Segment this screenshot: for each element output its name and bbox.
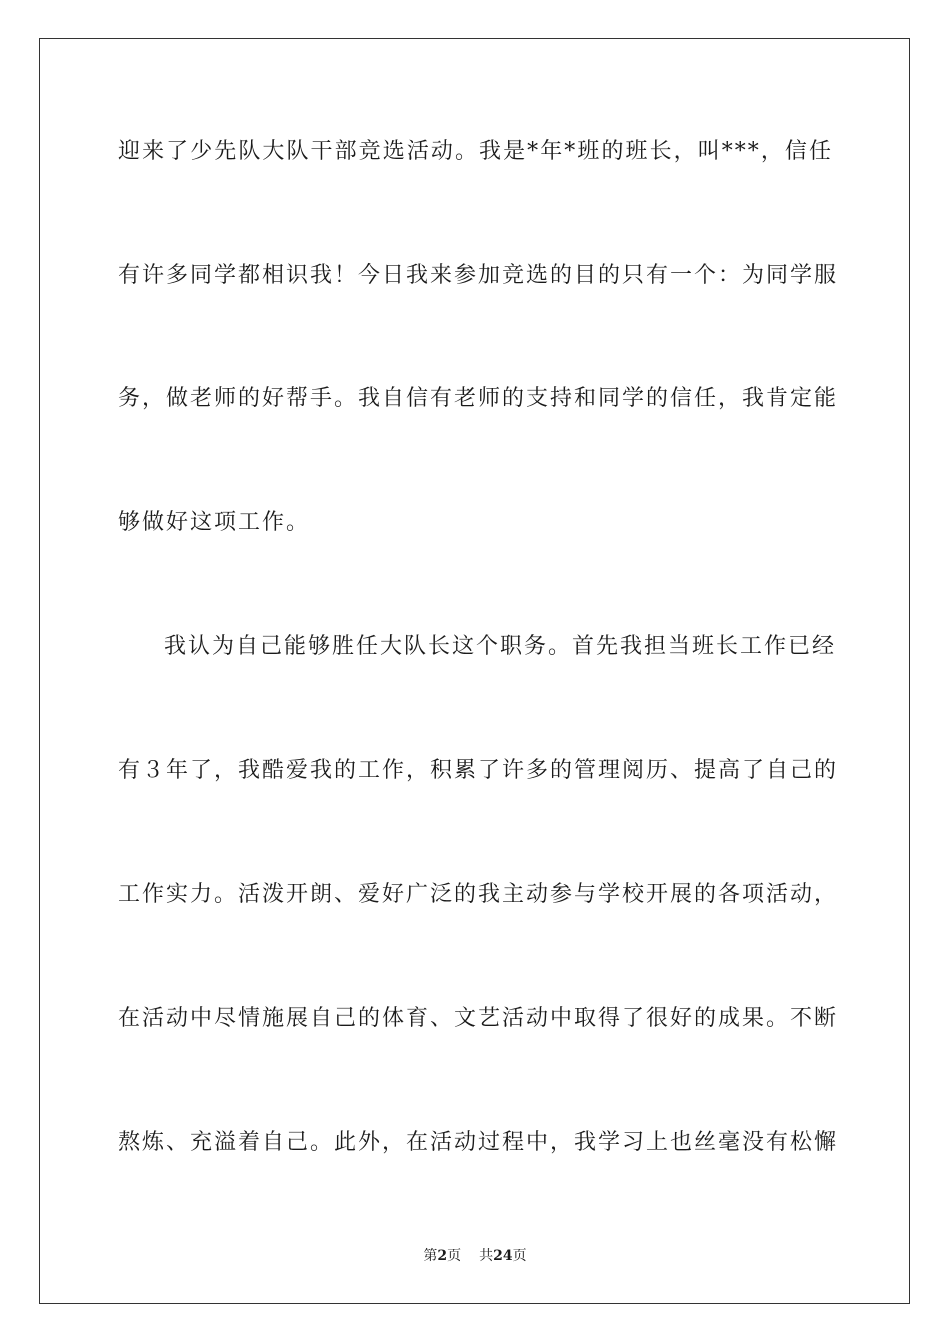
paragraph-line: 迎来了少先队大队干部竞选活动。我是*年*班的班长，叫***，信任: [118, 139, 833, 164]
page-prefix: 第: [423, 1248, 438, 1264]
paragraph-line: 我认为自己能够胜任大队长这个职务。首先我担当班长工作已经: [164, 634, 837, 659]
total-suffix: 页: [512, 1248, 527, 1264]
paragraph-line: 熬炼、充溢着自己。此外，在活动过程中，我学习上也丝毫没有松懈: [118, 1130, 839, 1155]
paragraph-line: 够做好这项工作。: [118, 510, 311, 535]
paragraph-line: 工作实力。活泼开朗、爱好广泛的我主动参与学校开展的各项活动，: [118, 882, 839, 907]
page-suffix: 页: [447, 1248, 462, 1264]
paragraph-line: 在活动中尽情施展自己的体育、文艺活动中取得了很好的成果。不断: [118, 1006, 839, 1031]
total-prefix: 共: [479, 1248, 494, 1264]
paragraph-line: 有许多同学都相识我！今日我来参加竞选的目的只有一个：为同学服: [118, 263, 839, 288]
paragraph-line: 有３年了，我酷爱我的工作，积累了许多的管理阅历、提高了自己的: [118, 758, 839, 783]
paragraph-line: 务，做老师的好帮手。我自信有老师的支持和同学的信任，我肯定能: [118, 386, 839, 411]
total-pages: 24: [493, 1248, 513, 1264]
page-border: [39, 38, 910, 1304]
page-footer: [0, 1247, 950, 1265]
page-number: 2: [437, 1248, 448, 1264]
